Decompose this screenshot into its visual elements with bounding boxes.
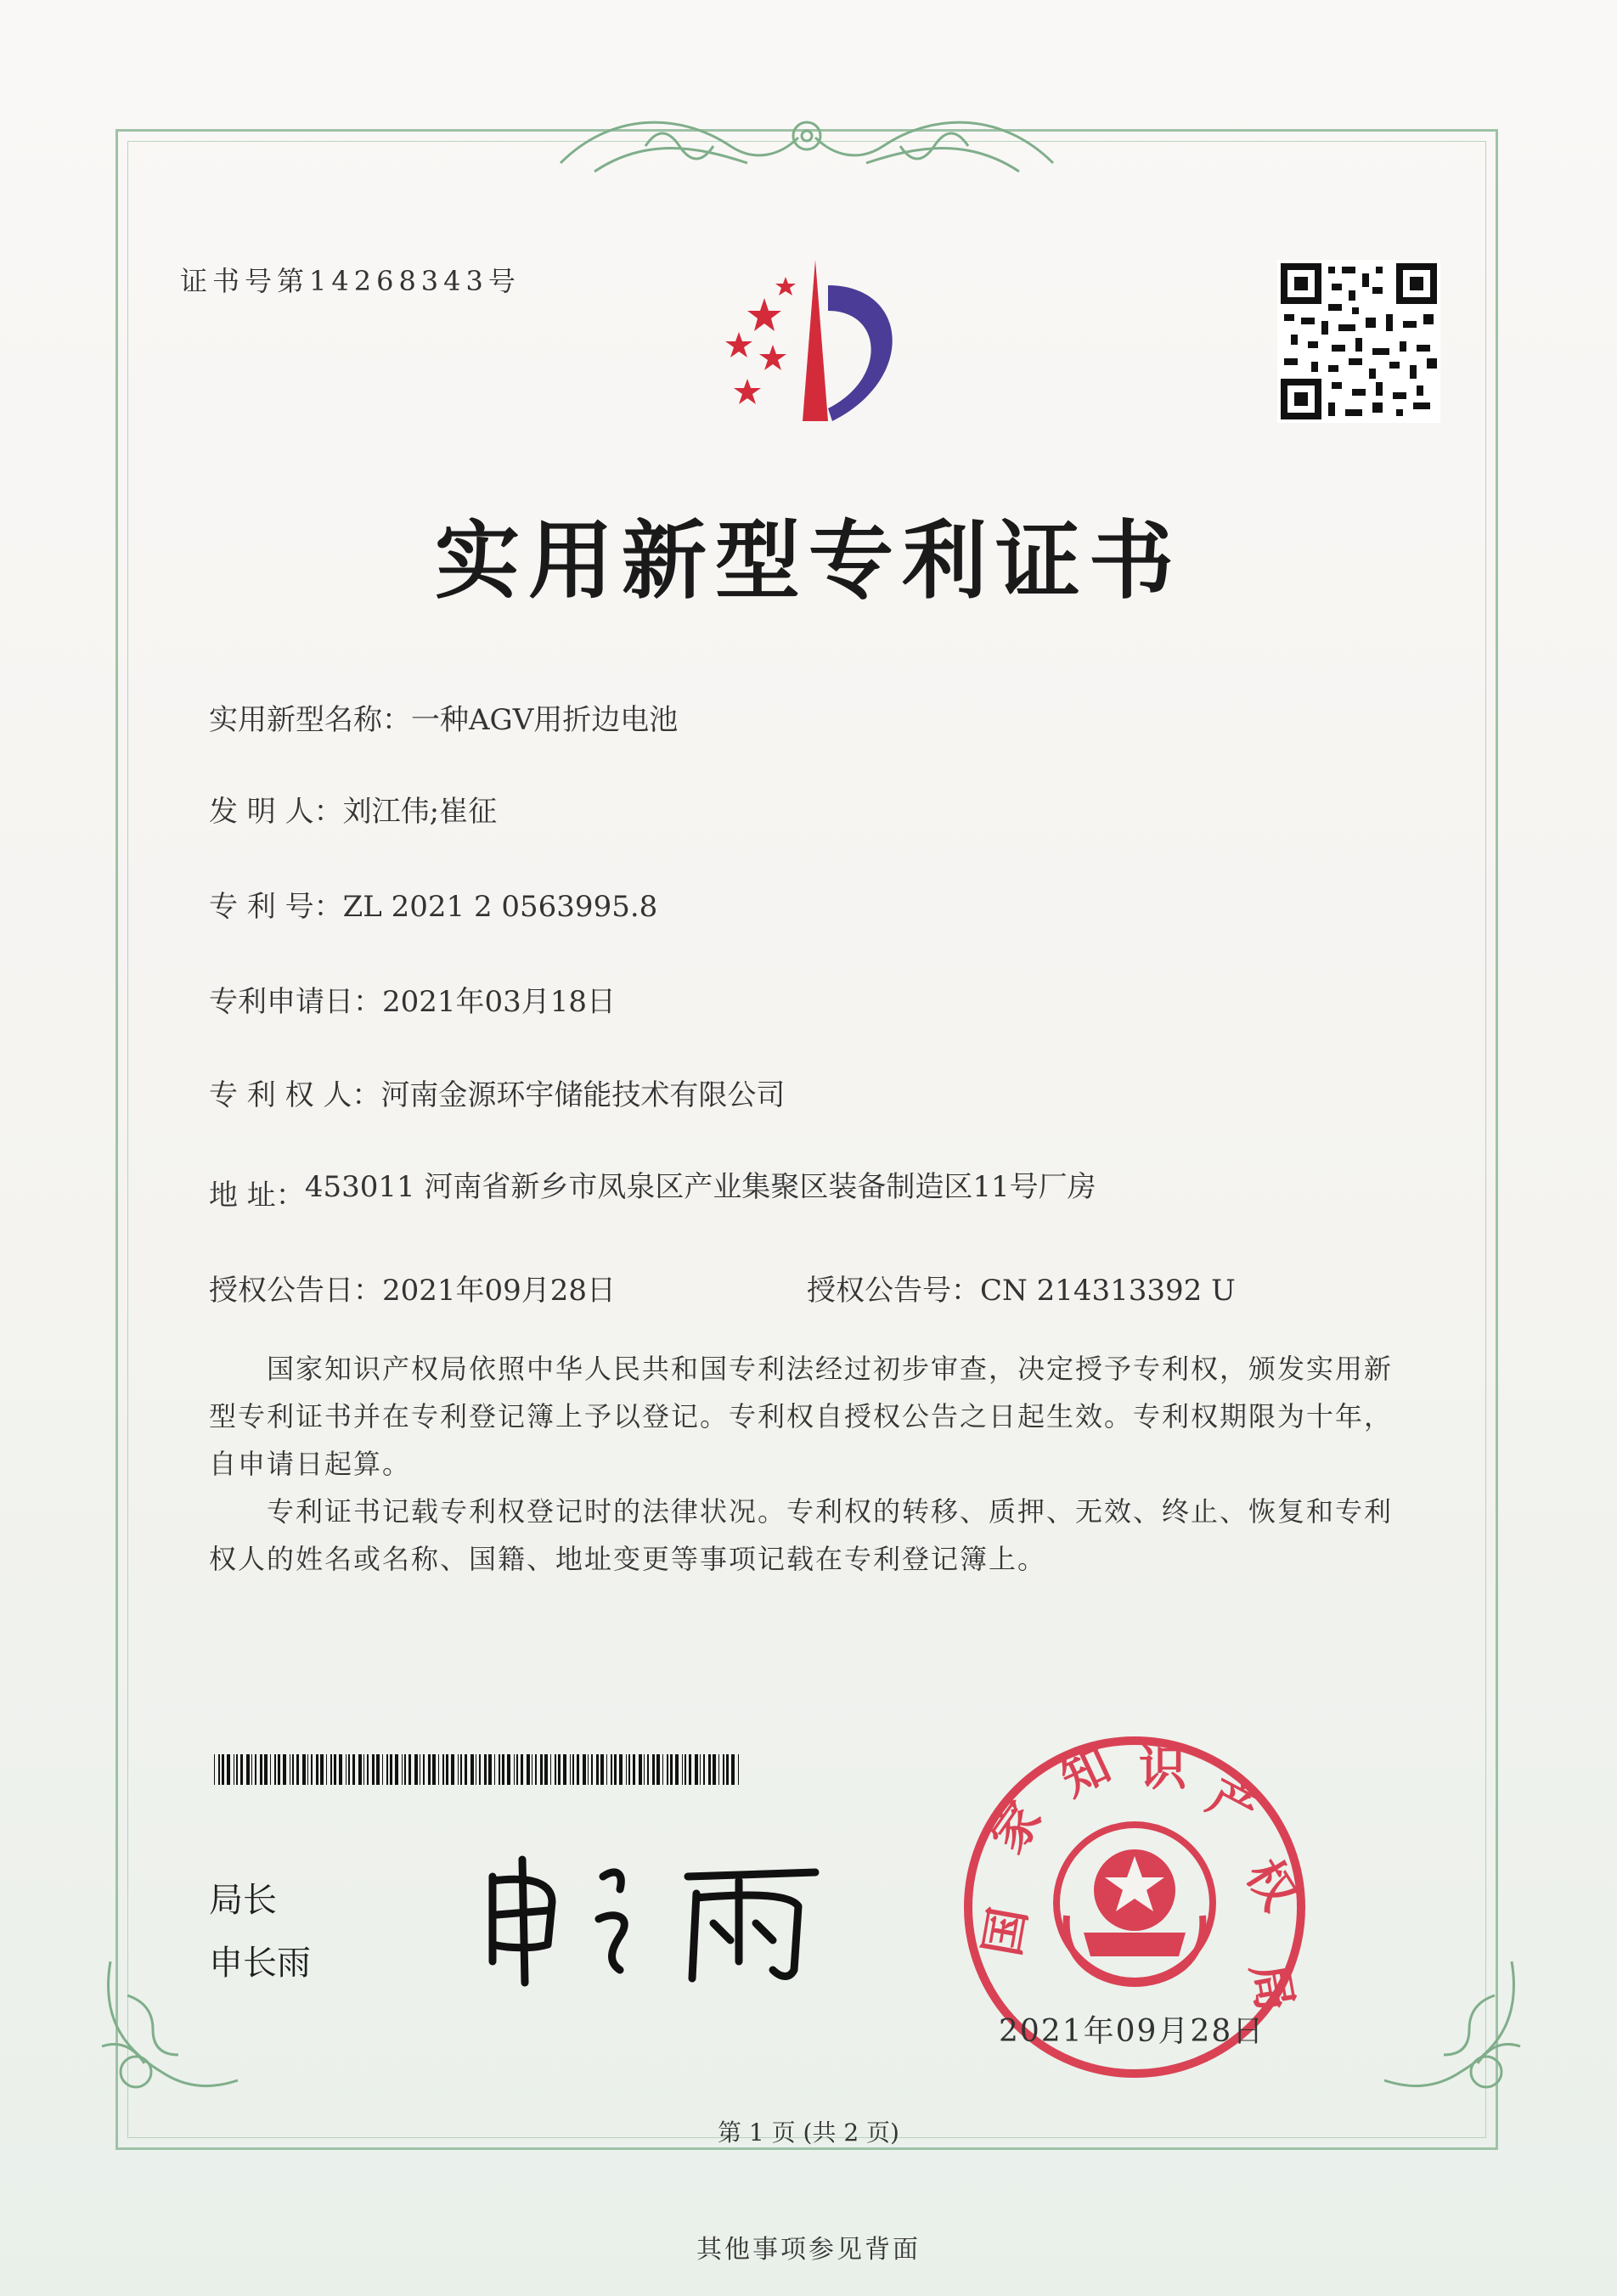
svg-text:产: 产 [1198, 1768, 1267, 1840]
inventor-row [209, 788, 497, 830]
corner-ornament-icon [1367, 1944, 1537, 2114]
certificate-number: 证书号第14268343号 [180, 265, 521, 297]
patent-number-row [209, 883, 657, 925]
grant-number-value: CN 214313392 U [980, 1274, 1236, 1308]
grant-number-label: 授权公告号： [807, 1274, 980, 1308]
address-value: 453011 河南省新乡市凤泉区产业集聚区装备制造区11号厂房 [304, 1170, 1096, 1204]
director-signature-icon [459, 1843, 832, 1987]
patent-number-label: 专 利 号： [209, 890, 343, 924]
inventor-label: 发 明 人： [209, 795, 343, 829]
grant-date-label: 授权公告日： [209, 1274, 382, 1308]
footer-note: 其他事项参见背面 [696, 2235, 921, 2265]
address-row [209, 1172, 1137, 1213]
director-name: 申长雨 [209, 1944, 311, 1983]
svg-text:知: 知 [1052, 1737, 1119, 1808]
qr-code-icon [1277, 260, 1440, 423]
address-label: 地 址： [209, 1179, 305, 1213]
svg-text:识: 识 [1139, 1742, 1186, 1797]
application-date-label: 专利申请日： [209, 985, 382, 1019]
svg-text:家: 家 [980, 1792, 1053, 1864]
page-number: 第 1 页 (共 2 页) [718, 2119, 899, 2147]
grant-date-value: 2021年09月28日 [382, 1274, 617, 1308]
inventor-value: 刘江伟;崔征 [342, 795, 498, 829]
utility-model-name-label: 实用新型名称： [209, 703, 411, 737]
seal-date: 2021年09月28日 [999, 2014, 1265, 2049]
grant-date-row [209, 1267, 616, 1308]
application-date-row [209, 978, 616, 1020]
patentee-row [209, 1072, 785, 1113]
svg-text:局: 局 [1240, 1959, 1303, 2016]
application-date-value: 2021年03月18日 [382, 985, 617, 1019]
director-title: 局长 [209, 1881, 277, 1920]
svg-text:国: 国 [974, 1903, 1038, 1961]
svg-text:权: 权 [1235, 1849, 1307, 1920]
statement-paragraph: 国家知识产权局依照中华人民共和国专利法经过初步审查，决定授予专利权，颁发实用新型专利证书并在专利登记簿上予以登记。专利权自授权公告之日起生效。专利权期限为十年，自申请日起算。 [209, 1353, 1394, 1480]
certificate-title: 实用新型专利证书 [435, 511, 1182, 611]
utility-model-name-value: 一种AGV用折边电池 [411, 703, 679, 737]
patentee-value: 河南金源环宇储能技术有限公司 [380, 1078, 786, 1112]
top-ornament-icon [544, 95, 1070, 189]
patent-number-value: ZL 2021 2 0563995.8 [342, 890, 658, 924]
cnipa-logo-icon [688, 251, 934, 447]
patentee-label: 专 利 权 人： [209, 1078, 381, 1112]
barcode-icon [214, 1754, 741, 1785]
utility-model-name-row [209, 696, 678, 738]
statement-paragraph: 专利证书记载专利权登记时的法律状况。专利权的转移、质押、无效、终止、恢复和专利权人的姓名或名称、国籍、地址变更等事项记载在专利登记簿上。 [209, 1495, 1394, 1575]
grant-number-row [807, 1267, 1236, 1308]
